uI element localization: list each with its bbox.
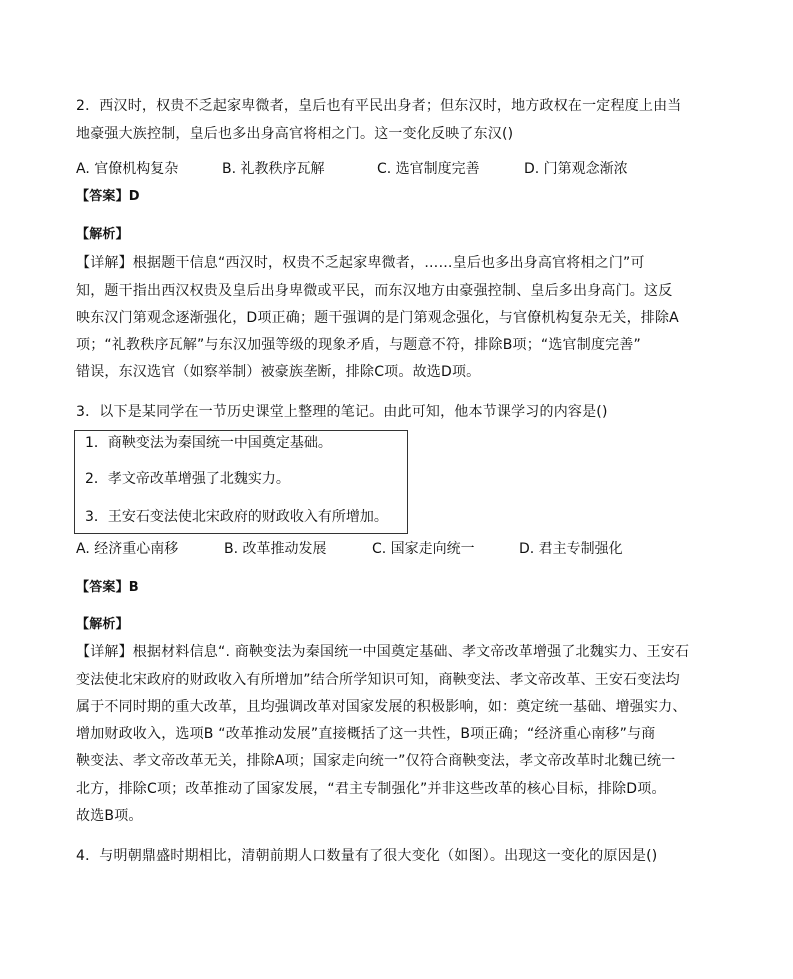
q3-option-c: C. 国家走向统一 <box>372 541 475 557</box>
q2-analysis-title: 【解析】 <box>76 227 129 242</box>
q3-analysis-line-5: 鞅变法、孝文帝改革无关，排除A项；国家走向统一”仅符合商鞅变法，孝文帝改革时北魏已统一 <box>76 753 676 769</box>
q3-option-a: A. 经济重心南移 <box>76 541 179 557</box>
q2-stem-line-1: 2．西汉时，权贵不乏起家卑微者，皇后也有平民出身者；但东汉时，地方政权在一定程度上由当 <box>76 98 682 114</box>
q2-answer: 【答案】D <box>76 189 140 204</box>
q2-option-b: B. 礼教秩序瓦解 <box>222 161 325 177</box>
q3-notes-box <box>74 430 408 534</box>
q3-analysis-title: 【解析】 <box>76 617 129 632</box>
q2-option-c: C. 选官制度完善 <box>377 161 480 177</box>
q3-note-2: 2．孝文帝改革增强了北魏实力。 <box>85 471 290 487</box>
q3-stem: 3．以下是某同学在一节历史课堂上整理的笔记。由此可知，他本节课学习的内容是() <box>76 404 608 420</box>
q2-option-d: D. 门第观念渐浓 <box>524 161 628 177</box>
q4-stem: 4．与明朝鼎盛时期相比，清朝前期人口数量有了很大变化（如图）。出现这一变化的原因是() <box>76 848 658 864</box>
q3-analysis-line-4: 增加财政收入，选项B “改革推动发展”直接概括了这一共性，B项正确；“经济重心南移”与商 <box>76 726 656 742</box>
q2-stem-line-2: 地豪强大族控制，皇后也多出身高官将相之门。这一变化反映了东汉() <box>76 126 514 142</box>
q3-note-1: 1．商鞅变法为秦国统一中国奠定基础。 <box>85 435 332 451</box>
q3-note-3: 3．王安石变法使北宋政府的财政收入有所增加。 <box>85 509 388 525</box>
q2-analysis-line-4: 项；“礼教秩序瓦解”与东汉加强等级的现象矛盾，与题意不符，排除B项；“选官制度完善” <box>76 337 642 353</box>
q3-answer: 【答案】B <box>76 580 139 595</box>
q3-analysis-line-6: 北方，排除C项；改革推动了国家发展，“君主专制强化”并非这些改革的核心目标，排除D项。 <box>76 781 666 797</box>
q3-option-b: B. 改革推动发展 <box>224 541 327 557</box>
q2-analysis-line-5: 错误，东汉选官（如察举制）被豪族垄断，排除C项。故选D项。 <box>76 364 481 380</box>
q2-analysis-line-2: 知，题干指出西汉权贵及皇后出身卑微或平民，而东汉地方由豪强控制、皇后多出身高门。这反 <box>76 283 673 299</box>
q3-analysis-line-1: 【详解】根据材料信息“. 商鞅变法为秦国统一中国奠定基础、孝文帝改革增强了北魏实力、王安石 <box>76 644 690 660</box>
q2-option-a: A. 官僚机构复杂 <box>76 161 179 177</box>
q2-analysis-line-1: 【详解】根据题干信息“西汉时，权贵不乏起家卑微者，……皇后也多出身高官将相之门”可 <box>76 255 645 271</box>
q3-analysis-line-3: 属于不同时期的重大改革，且均强调改革对国家发展的积极影响，如：奠定统一基础、增强实力、 <box>76 699 687 715</box>
q3-option-d: D. 君主专制强化 <box>519 541 623 557</box>
q3-analysis-line-2: 变法使北宋政府的财政收入有所增加”结合所学知识可知，商鞅变法、孝文帝改革、王安石变法均 <box>76 672 680 688</box>
q2-analysis-line-3: 映东汉门第观念逐渐强化，D项正确；题干强调的是门第观念强化，与官僚机构复杂无关，排除A <box>76 310 679 326</box>
q3-analysis-line-7: 故选B项。 <box>76 808 143 824</box>
